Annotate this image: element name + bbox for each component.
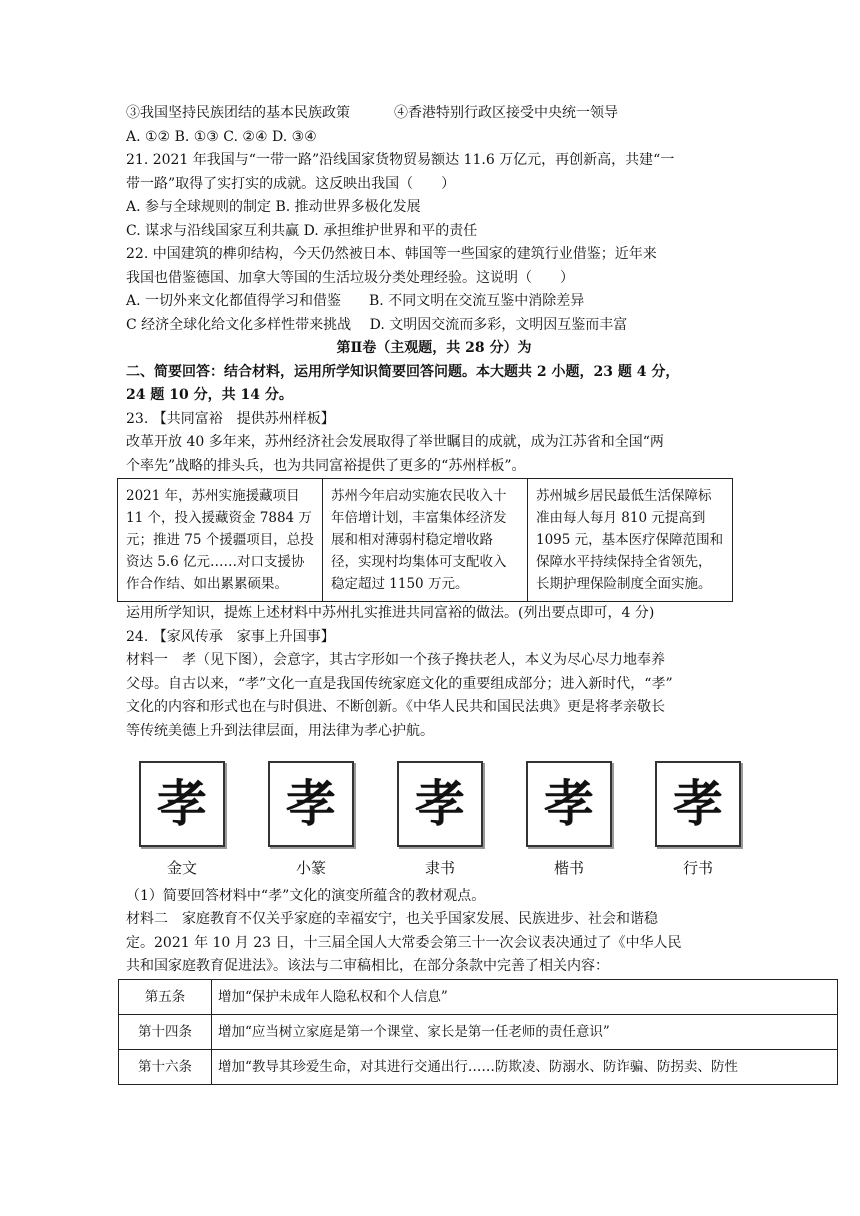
question-21-options-ab: A. 参与全球规则的制定 B. 推动世界多极化发展	[126, 199, 421, 215]
question-24-ask-1: （1）简要回答材料中“孝”文化的演变所蕴含的教材观点。	[126, 887, 486, 904]
table-row	[119, 1049, 838, 1084]
script-label: 行书	[682, 859, 713, 877]
article-change: 增加“应当树立家庭是第一个课堂、家长是第一任老师的责任意识”	[212, 1014, 838, 1049]
article-number: 第十六条	[119, 1049, 212, 1084]
table-cell-aid: 2021 年，苏州实施援藏项目 11 个，投入援藏资金 7884 万元；推进 75 个援疆项目，总投资达 5.6 亿元……对口支援协作合作结、如出累累硕果。	[118, 479, 323, 602]
script-label: 楷书	[553, 859, 584, 877]
material-2-line2: 定。2021 年 10 月 23 日，十三届全国人大常委会第三十一次会议表决通过了《中华人民	[126, 934, 682, 951]
article-change: 增加“保护未成年人隐私权和个人信息”	[212, 979, 838, 1014]
option-line	[126, 102, 742, 126]
script-label: 小篆	[295, 859, 326, 877]
section-2-instructions: 二、简要回答：结合材料，运用所学知识简要回答问题。本大题共 2 小题，23 题 4 分，	[126, 363, 680, 380]
question-22-options-cd: C 经济全球化给文化多样性带来挑战 D. 文明因交流而多彩，文明因互鉴而丰富	[126, 316, 628, 333]
table-row	[119, 1014, 838, 1049]
table-cell-farmer-income: 苏州今年启动实施农民收入十年倍增计划，丰富集体经济发展和相对薄弱村稳定增收路径，实现村均集体可支配收入稳定超过 1150 万元。	[323, 479, 528, 602]
option-3: ③我国坚持民族团结的基本民族政策	[126, 105, 350, 121]
suzhou-material-table	[117, 478, 733, 602]
exam-content	[126, 102, 742, 1085]
table-row	[118, 479, 733, 602]
script-sample	[521, 761, 617, 881]
article-number: 第五条	[119, 979, 212, 1014]
article-number: 第十四条	[119, 1014, 212, 1049]
xiao-script-images	[134, 761, 746, 881]
script-glyph-xiaozhuan: 孝	[268, 761, 354, 847]
question-23-ask: 运用所学知识，提炼上述材料中苏州扎实推进共同富裕的做法。(列出要点即可，4 分)	[126, 605, 655, 621]
script-glyph-lishu: 孝	[397, 761, 483, 847]
part-2-heading: 第Ⅱ卷（主观题，共 28 分）为	[336, 340, 532, 356]
script-glyph-xingshu: 孝	[655, 761, 741, 847]
script-sample	[263, 761, 359, 881]
question-23-intro: 改革开放 40 多年来，苏州经济社会发展取得了举世瞩目的成就，成为江苏省和全国“两	[126, 434, 664, 450]
material-1-line4: 等传统美德上升到法律层面，用法律为孝心护航。	[126, 722, 434, 739]
script-sample	[650, 761, 746, 881]
answer-choices-20: A. ①② B. ①③ C. ②④ D. ③④	[126, 128, 317, 145]
material-1-line1: 材料一 孝（见下图），会意字，其古字形如一个孩子搀扶老人，本义为尽心尽力地奉养	[126, 652, 665, 668]
question-23-intro-cont: 个率先”战略的排头兵，也为共同富裕提供了更多的“苏州样板”。	[126, 457, 526, 474]
question-22-stem: 22. 中国建筑的榫卯结构，今天仍然被日本、韩国等一些国家的建筑行业借鉴；近年来	[126, 246, 657, 262]
script-glyph-jinwen: 孝	[139, 761, 225, 847]
question-24-title: 24. 【家风传承 家事上升国事】	[126, 628, 335, 645]
article-change: 增加“教导其珍爱生命，对其进行交通出行……防欺凌、防溺水、防诈骗、防拐卖、防性	[212, 1049, 838, 1084]
section-2-instructions-cont: 24 题 10 分，共 14 分。	[126, 387, 293, 403]
question-23-title: 23. 【共同富裕 提供苏州样板】	[126, 410, 335, 427]
option-4: ④香港特别行政区接受中央统一领导	[394, 105, 618, 121]
law-articles-table	[118, 979, 838, 1085]
script-glyph-kaishu: 孝	[526, 761, 612, 847]
script-label: 隶书	[424, 859, 455, 877]
question-22-stem-cont: 我国也借鉴德国、加拿大等国的生活垃圾分类处理经验。这说明（ ）	[126, 269, 574, 286]
material-2-line3: 共和国家庭教育促进法》。该法与二审稿相比，在部分条款中完善了相关内容：	[126, 958, 609, 974]
question-21-stem: 21. 2021 年我国与“一带一路”沿线国家货物贸易额达 11.6 万亿元，再创新高，共建“一	[126, 152, 675, 168]
question-22-options-ab: A. 一切外来文化都值得学习和借鉴 B. 不同文明在交流互鉴中消除差异	[126, 293, 585, 309]
script-label: 金文	[166, 859, 197, 877]
script-sample	[392, 761, 488, 881]
material-1-line2: 父母。自古以来，“孝”文化一直是我国传统家庭文化的重要组成部分；进入新时代，“孝”	[126, 675, 673, 692]
script-sample	[134, 761, 230, 881]
material-2-line1: 材料二 家庭教育不仅关乎家庭的幸福安宁，也关乎国家发展、民族进步、社会和谐稳	[126, 911, 658, 927]
question-21-stem-cont: 带一路”取得了实打实的成就。这反映出我国（ ）	[126, 175, 456, 192]
table-row	[119, 979, 838, 1014]
material-1-line3: 文化的内容和形式也在与时俱进、不断创新。《中华人民共和国民法典》更是将孝亲敬长	[126, 699, 665, 715]
question-21-options-cd: C. 谋求与沿线国家互利共赢 D. 承担维护世界和平的责任	[126, 222, 478, 239]
table-cell-social-security: 苏州城乡居民最低生活保障标准由每人每月 810 元提高到 1095 元，基本医疗保障范围和保障水平持续保持全省领先，长期护理保险制度全面实施。	[528, 479, 733, 602]
